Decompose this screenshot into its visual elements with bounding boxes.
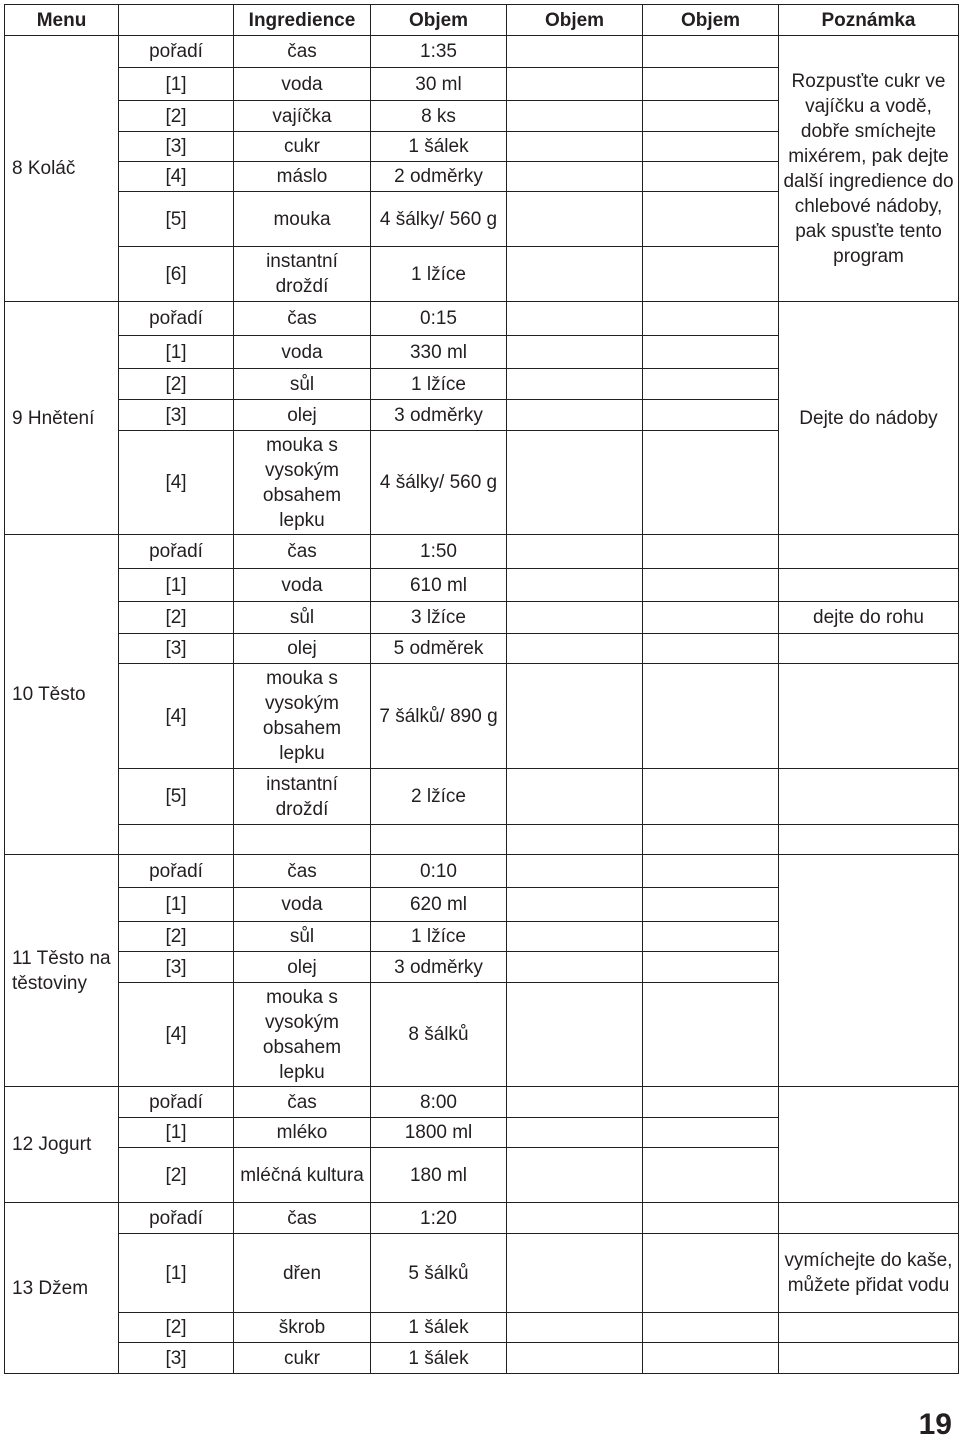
table-row: 13 Džem pořadí čas 1:20 [5, 1203, 959, 1234]
menu-cell: 8 Koláč [5, 36, 119, 302]
menu-cell: 13 Džem [5, 1203, 119, 1374]
table-row [5, 825, 959, 855]
table-row: [6] instantní droždí 1 lžíce [5, 247, 959, 302]
table-row: [3] cukr 1 šálek [5, 1343, 959, 1374]
header-volume-2: Objem [507, 5, 643, 36]
note-cell: vymíchejte do kaše, můžete přidat vodu [779, 1234, 959, 1313]
table-row: [1] voda 610 ml [5, 569, 959, 602]
header-volume-3: Objem [643, 5, 779, 36]
table-row: [2] mléčná kultura 180 ml [5, 1148, 959, 1203]
table-row: [4] mouka s vysokým obsahem lepku 4 šálky/ 560 g [5, 431, 959, 535]
table-row: [1] voda 620 ml [5, 888, 959, 922]
table-row: [4] mouka s vysokým obsahem lepku 8 šálků [5, 983, 959, 1087]
table-row: [1] dřen 5 šálků vymíchejte do kaše, můžete přidat vodu [5, 1234, 959, 1313]
table-row: 8 Koláč pořadí čas 1:35 Rozpusťte cukr ve vajíčku a vodě, dobře smíchejte mixérem, pak dejte další ingredience do chlebové nádoby, pak spusťte tento program [5, 36, 959, 68]
table-row: [3] olej 3 odměrky [5, 952, 959, 983]
header-spacer [119, 5, 234, 36]
table-row: 11 Těsto na těstoviny pořadí čas 0:10 [5, 855, 959, 888]
header-volume-1: Objem [371, 5, 507, 36]
page-number: 19 [918, 1408, 952, 1441]
table-row: 10 Těsto pořadí čas 1:50 [5, 535, 959, 569]
table-row: [5] instantní droždí 2 lžíce [5, 769, 959, 825]
table-row: [1] voda 330 ml [5, 336, 959, 369]
table-row: [2] sůl 3 lžíce dejte do rohu [5, 602, 959, 634]
recipe-table [4, 4, 959, 1374]
note-cell: Dejte do nádoby [779, 302, 959, 535]
table-row: [3] cukr 1 šálek [5, 132, 959, 162]
table-row: [4] máslo 2 odměrky [5, 162, 959, 192]
table-row: [5] mouka 4 šálky/ 560 g [5, 192, 959, 247]
menu-cell: 11 Těsto na těstoviny [5, 855, 119, 1087]
table-header-row [5, 5, 959, 36]
table-row: [1] mléko 1800 ml [5, 1118, 959, 1148]
table-row: 12 Jogurt pořadí čas 8:00 [5, 1087, 959, 1118]
menu-cell: 10 Těsto [5, 535, 119, 855]
table-row: [4] mouka s vysokým obsahem lepku 7 šálků/ 890 g [5, 664, 959, 769]
table-row: [2] vajíčka 8 ks [5, 101, 959, 132]
table-row: [1] voda 30 ml [5, 68, 959, 101]
table-row: 9 Hnětení pořadí čas 0:15 Dejte do nádoby [5, 302, 959, 336]
table-row: [2] sůl 1 lžíce [5, 369, 959, 400]
menu-cell: 9 Hnětení [5, 302, 119, 535]
note-cell: Rozpusťte cukr ve vajíčku a vodě, dobře smíchejte mixérem, pak dejte další ingredience do chlebové nádoby, pak spusťte tento program [779, 36, 959, 302]
header-ingredients: Ingredience [234, 5, 371, 36]
table-row: [2] sůl 1 lžíce [5, 922, 959, 952]
table-row: [3] olej 3 odměrky [5, 400, 959, 431]
header-menu: Menu [5, 5, 119, 36]
table-row: [3] olej 5 odměrek [5, 634, 959, 664]
note-cell: dejte do rohu [779, 602, 959, 634]
header-note: Poznámka [779, 5, 959, 36]
table-row: [2] škrob 1 šálek [5, 1313, 959, 1343]
menu-cell: 12 Jogurt [5, 1087, 119, 1203]
